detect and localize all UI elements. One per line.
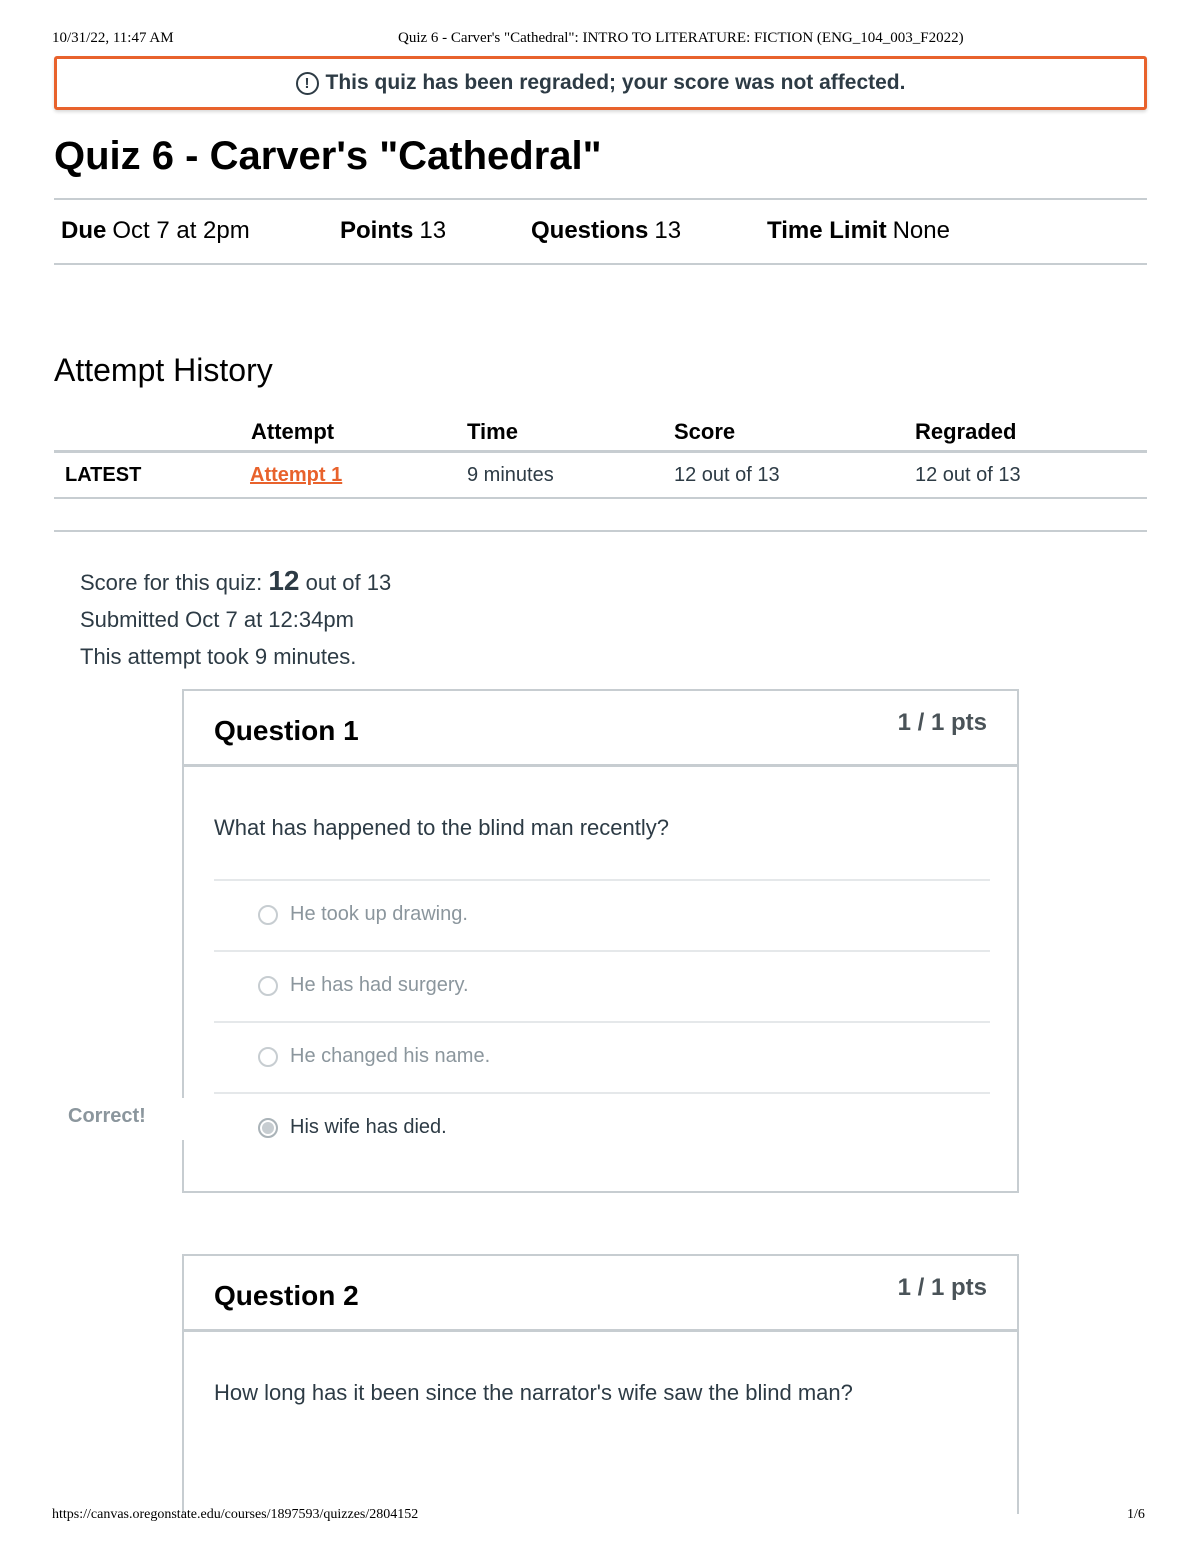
table-row <box>54 453 1147 499</box>
latest-tag: LATEST <box>65 464 142 486</box>
meta-questions-label: Questions <box>531 217 649 244</box>
attempt-time: 9 minutes <box>467 464 554 486</box>
header-score: Score <box>674 419 736 444</box>
meta-due-value: Oct 7 at 2pm <box>112 217 250 244</box>
answer-text: He took up drawing. <box>290 903 468 925</box>
attempt-score: 12 out of 13 <box>674 464 780 486</box>
radio-selected-icon[interactable] <box>258 1118 278 1138</box>
table-header-row <box>54 412 1147 453</box>
answer-option[interactable] <box>214 879 990 950</box>
answer-list <box>214 879 990 1163</box>
answer-option[interactable] <box>214 1021 990 1092</box>
answer-text: He changed his name. <box>290 1045 491 1067</box>
attempt-history-table <box>54 412 1147 499</box>
meta-due <box>61 217 250 245</box>
radio-icon[interactable] <box>258 976 278 996</box>
print-doc-title: Quiz 6 - Carver's "Cathedral": INTRO TO LITERATURE: FICTION (ENG_104_003_F2022) <box>398 30 964 46</box>
question-header <box>184 1256 1017 1332</box>
submitted-text: Submitted Oct 7 at 12:34pm <box>80 607 354 632</box>
meta-due-label: Due <box>61 217 107 244</box>
question-text: What has happened to the blind man recently? <box>214 815 669 840</box>
radio-icon[interactable] <box>258 1047 278 1067</box>
question-points: 1 / 1 pts <box>897 709 987 736</box>
regrade-banner <box>54 56 1147 110</box>
attempt-history-title: Attempt History <box>54 352 273 388</box>
score-line <box>80 562 391 601</box>
question-1 <box>182 689 1019 1193</box>
question-header <box>184 691 1017 767</box>
question-title: Question 2 <box>214 1280 359 1311</box>
header-time: Time <box>467 419 518 444</box>
quiz-meta-bar <box>54 198 1147 265</box>
correct-label: Correct! <box>68 1105 146 1127</box>
banner-text: This quiz has been regraded; your score was not affected. <box>325 71 906 94</box>
page-title: Quiz 6 - Carver's "Cathedral" <box>54 134 602 178</box>
meta-questions <box>531 217 681 245</box>
header-attempt: Attempt <box>251 419 335 444</box>
meta-time-limit <box>767 217 950 245</box>
section-divider <box>54 530 1147 532</box>
header-regraded: Regraded <box>915 419 1017 444</box>
score-prefix: Score for this quiz: <box>80 570 263 595</box>
question-2 <box>182 1254 1019 1514</box>
meta-points <box>340 217 446 245</box>
footer-url: https://canvas.oregonstate.edu/courses/1897593/quizzes/2804152 <box>52 1507 419 1522</box>
question-text: How long has it been since the narrator's wife saw the blind man? <box>214 1380 853 1405</box>
warning-icon: ! <box>296 72 319 95</box>
attempt-regraded: 12 out of 13 <box>915 464 1021 486</box>
meta-time-limit-value: None <box>892 217 950 244</box>
radio-icon[interactable] <box>258 905 278 925</box>
footer-page-number: 1/6 <box>1127 1507 1145 1522</box>
meta-time-limit-label: Time Limit <box>767 217 887 244</box>
score-value: 12 <box>268 565 300 596</box>
question-points: 1 / 1 pts <box>897 1274 987 1301</box>
answer-text: He has had surgery. <box>290 974 469 996</box>
answer-option[interactable] <box>214 950 990 1021</box>
score-suffix: out of 13 <box>305 570 392 595</box>
meta-points-value: 13 <box>419 217 447 244</box>
meta-points-label: Points <box>340 217 414 244</box>
correct-marker-gap <box>178 1098 186 1140</box>
score-summary <box>80 562 391 675</box>
meta-questions-value: 13 <box>654 217 682 244</box>
print-datetime: 10/31/22, 11:47 AM <box>52 30 174 46</box>
attempt-1-link[interactable]: Attempt 1 <box>250 464 343 486</box>
duration-text: This attempt took 9 minutes. <box>80 644 357 669</box>
question-title: Question 1 <box>214 715 359 746</box>
answer-option-selected[interactable] <box>214 1092 990 1163</box>
answer-text: His wife has died. <box>290 1116 447 1138</box>
